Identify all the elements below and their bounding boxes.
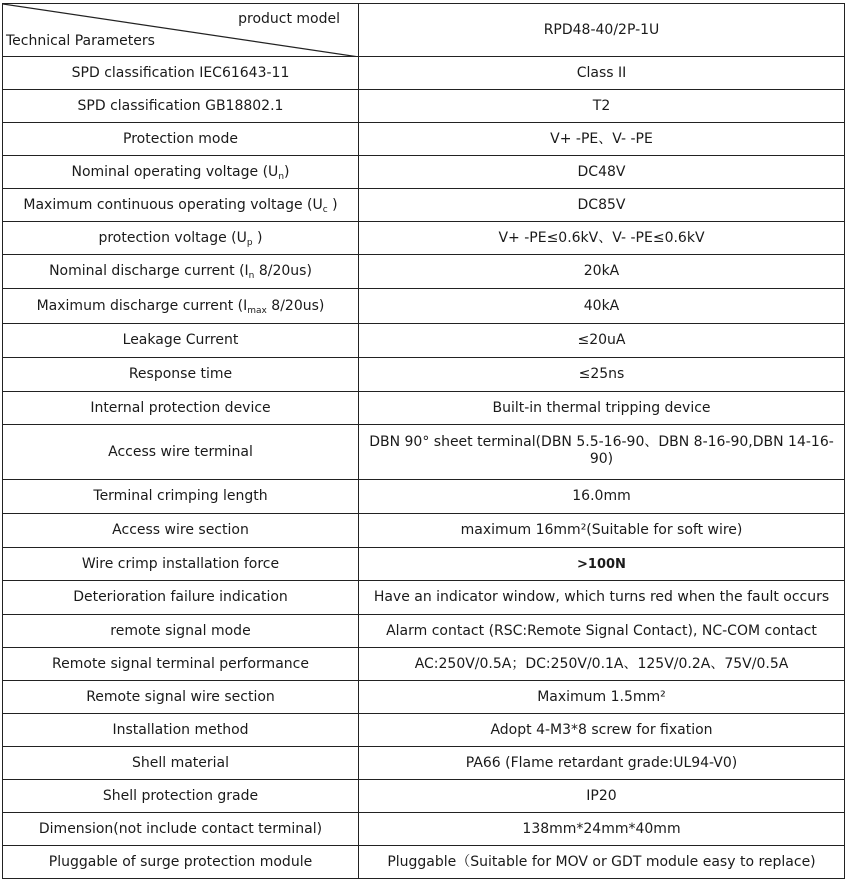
param-label: Installation method xyxy=(3,714,359,747)
param-label: SPD classification IEC61643-11 xyxy=(3,57,359,90)
table-row xyxy=(3,581,845,615)
param-value: 16.0mm xyxy=(359,480,845,514)
param-value: Maximum 1.5mm² xyxy=(359,681,845,714)
param-label: remote signal mode xyxy=(3,615,359,648)
param-label: Access wire terminal xyxy=(3,425,359,480)
table-row xyxy=(3,57,845,90)
table-row xyxy=(3,358,845,392)
param-label-text: Maximum continuous operating voltage (U xyxy=(23,196,323,213)
table-row xyxy=(3,747,845,780)
table-row xyxy=(3,813,845,846)
param-value: DC85V xyxy=(359,189,845,222)
param-label-text: Nominal discharge current (I xyxy=(49,263,249,279)
header-corner-cell xyxy=(3,4,359,57)
param-label: Deterioration failure indication xyxy=(3,581,359,615)
param-label-suffix: 8/20us) xyxy=(266,297,325,314)
param-value: T2 xyxy=(359,90,845,123)
param-label xyxy=(3,156,359,189)
param-value: ≤20uA xyxy=(359,324,845,358)
table-row xyxy=(3,615,845,648)
table-row xyxy=(3,255,845,289)
header-product-model-label: product model xyxy=(238,11,340,27)
param-label: Remote signal wire section xyxy=(3,681,359,714)
param-value: Adopt 4-M3*8 screw for fixation xyxy=(359,714,845,747)
param-value: >100N xyxy=(359,548,845,581)
param-value: V+ -PE、V- -PE xyxy=(359,123,845,156)
param-value: IP20 xyxy=(359,780,845,813)
table-row xyxy=(3,480,845,514)
param-value: AC:250V/0.5A；DC:250V/0.1A、125V/0.2A、75V/0.5A xyxy=(359,648,845,681)
table-row xyxy=(3,648,845,681)
param-label-text: Maximum discharge current (I xyxy=(36,297,248,314)
param-label: Internal protection device xyxy=(3,392,359,425)
param-label-text: Nominal operating voltage (U xyxy=(71,163,279,180)
param-value: DBN 90° sheet terminal(DBN 5.5-16-90、DBN 8-16-90,DBN 14-16-90) xyxy=(359,425,845,480)
table-row xyxy=(3,780,845,813)
table-row xyxy=(3,392,845,425)
param-value: 40kA xyxy=(359,289,845,324)
param-label: SPD classification GB18802.1 xyxy=(3,90,359,123)
param-label: Shell material xyxy=(3,747,359,780)
table-row xyxy=(3,222,845,255)
param-label-subscript: c xyxy=(322,204,328,215)
param-value: DC48V xyxy=(359,156,845,189)
param-label: Leakage Current xyxy=(3,324,359,358)
param-label: Protection mode xyxy=(3,123,359,156)
table-row xyxy=(3,189,845,222)
param-label xyxy=(3,189,359,222)
param-label xyxy=(3,289,359,324)
param-label-suffix: 8/20us) xyxy=(254,263,312,279)
table-header-row xyxy=(3,4,845,57)
spec-table-container xyxy=(2,3,845,879)
param-label: Wire crimp installation force xyxy=(3,548,359,581)
param-label-text: protection voltage (U xyxy=(98,229,247,246)
param-label: Shell protection grade xyxy=(3,780,359,813)
param-value: maximum 16mm²(Suitable for soft wire) xyxy=(359,514,845,548)
param-value: ≤25ns xyxy=(359,358,845,392)
table-row xyxy=(3,548,845,581)
header-model-value: RPD48-40/2P-1U xyxy=(359,4,845,57)
param-label: Access wire section xyxy=(3,514,359,548)
param-value: V+ -PE≤0.6kV、V- -PE≤0.6kV xyxy=(359,222,845,255)
param-label xyxy=(3,222,359,255)
table-row xyxy=(3,289,845,324)
param-value: Alarm contact (RSC:Remote Signal Contact), NC-COM contact xyxy=(359,615,845,648)
param-value: Built-in thermal tripping device xyxy=(359,392,845,425)
param-label-suffix: ) xyxy=(327,196,338,213)
param-label: Pluggable of surge protection module xyxy=(3,846,359,879)
table-row xyxy=(3,714,845,747)
param-value: Pluggable（Suitable for MOV or GDT module easy to replace) xyxy=(359,846,845,879)
table-row xyxy=(3,514,845,548)
param-label-suffix: ) xyxy=(284,163,290,180)
param-label: Response time xyxy=(3,358,359,392)
param-value: Class II xyxy=(359,57,845,90)
table-row xyxy=(3,324,845,358)
table-row xyxy=(3,90,845,123)
param-label-subscript: n xyxy=(278,171,285,182)
param-label-subscript: n xyxy=(248,271,255,281)
table-row xyxy=(3,123,845,156)
table-row xyxy=(3,156,845,189)
param-value: 20kA xyxy=(359,255,845,289)
table-row xyxy=(3,425,845,480)
param-label: Terminal crimping length xyxy=(3,480,359,514)
table-row xyxy=(3,846,845,879)
technical-parameters-table xyxy=(2,3,845,879)
param-label xyxy=(3,255,359,289)
param-label-subscript: max xyxy=(247,305,267,316)
table-row xyxy=(3,681,845,714)
param-label-subscript: p xyxy=(246,237,253,248)
param-label: Remote signal terminal performance xyxy=(3,648,359,681)
param-value: PA66 (Flame retardant grade:UL94-V0) xyxy=(359,747,845,780)
header-technical-parameters-label: Technical Parameters xyxy=(6,33,155,49)
param-label: Dimension(not include contact terminal) xyxy=(3,813,359,846)
param-label-suffix: ) xyxy=(252,229,263,246)
param-value: Have an indicator window, which turns red when the fault occurs xyxy=(359,581,845,615)
param-value: 138mm*24mm*40mm xyxy=(359,813,845,846)
